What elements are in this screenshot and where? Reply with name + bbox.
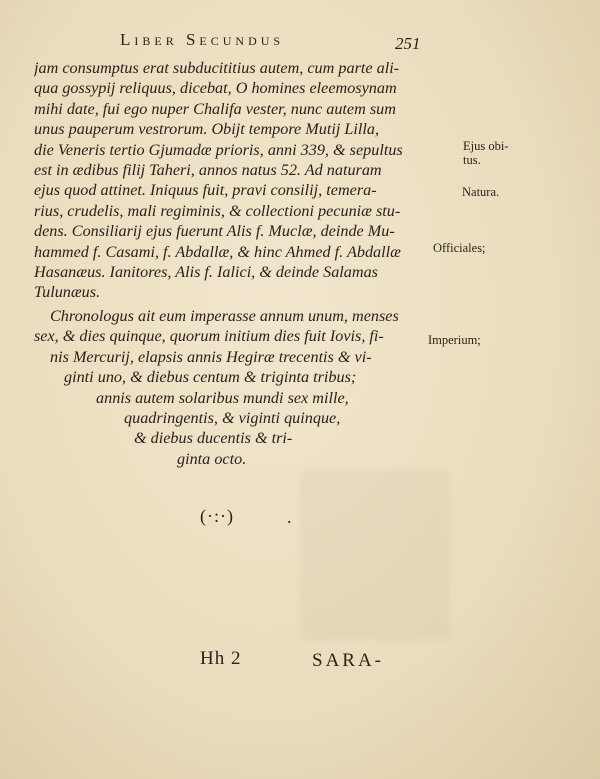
text-line: ginti uno, & diebus centum & triginta tribus;	[64, 368, 357, 387]
text-line: quadringentis, & viginti quinque,	[124, 408, 341, 427]
text-line: ejus quod attinet. Iniquus fuit, pravi consilij, temera-	[34, 181, 377, 200]
text-line: Hasanæus. Ianitores, Alis f. Ialici, & deinde Salamas	[34, 263, 378, 282]
text-line: jam consumptus erat subducititius autem, cum parte ali-	[34, 59, 400, 77]
page-number: 251	[395, 34, 421, 53]
stray-mark: .	[287, 507, 292, 527]
text-line: rius, crudelis, mali regiminis, & collectioni pecuniæ stu-	[34, 201, 401, 220]
signature-mark: Hh 2	[200, 648, 242, 669]
text-line: sex, & dies quinque, quorum initium dies fuit Iovis, fi-	[34, 327, 384, 346]
text-line: die Veneris tertio Gjumadæ prioris, anni 339, & sepultus	[34, 140, 403, 159]
text-line: hammed f. Casami, f. Abdallæ, & hinc Ahmed f. Abdallæ	[34, 242, 401, 261]
text-line: nis Mercurij, elapsis annis Hegiræ trecentis & vi-	[50, 347, 372, 366]
text-line: mihi date, fui ego nuper Chalifa vester, nunc autem sum	[34, 99, 396, 118]
text-line: Chronologus ait eum imperasse annum unum, menses	[50, 306, 399, 325]
running-title: Liber Secundus	[120, 30, 285, 49]
margin-note-natura: Natura.	[462, 185, 500, 199]
page-header	[120, 30, 440, 54]
margin-note-officiales: Officiales;	[433, 241, 486, 255]
catchword: SARA-	[312, 650, 385, 671]
text-line: & diebus ducentis & tri-	[134, 429, 293, 448]
margin-note-obitus: Ejus obi- tus.	[463, 139, 509, 167]
text-line: annis autem solaribus mundi sex mille,	[96, 388, 349, 407]
end-ornament: (·:·)	[200, 506, 234, 526]
text-line: unus pauperum vestrorum. Obijt tempore Mutij Lilla,	[34, 120, 380, 139]
text-line: Tulunæus.	[34, 283, 101, 302]
show-through-stain	[300, 470, 450, 640]
margin-note-imperium: Imperium;	[428, 333, 481, 347]
text-line: est in ædibus filij Taheri, annos natus 52. Ad naturam	[34, 161, 382, 180]
text-line: dens. Consiliarij ejus fuerunt Alis f. Muclæ, deinde Mu-	[34, 222, 395, 241]
text-line: qua gossypij reliquus, dicebat, O homines eleemosynam	[34, 79, 397, 98]
body-text	[34, 58, 434, 469]
text-line: ginta octo.	[177, 449, 247, 468]
